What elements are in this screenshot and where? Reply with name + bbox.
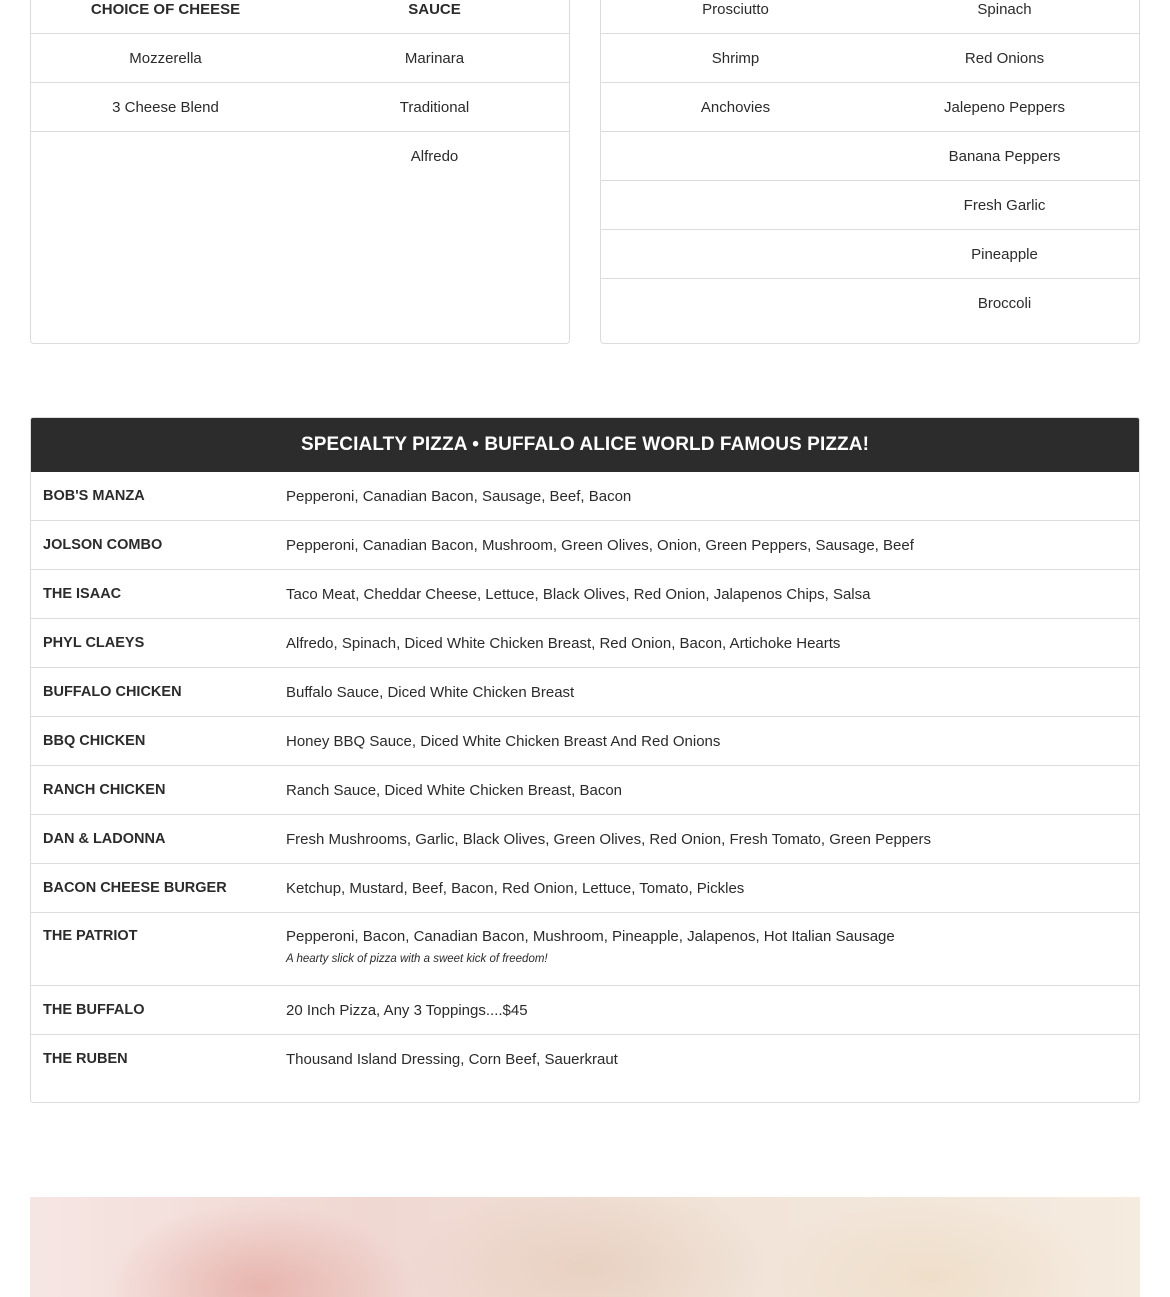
table-row — [601, 132, 1139, 181]
topping-cell: Anchovies — [700, 98, 771, 116]
table-row — [601, 0, 1139, 34]
pizza-toppings: 20 Inch Pizza, Any 3 Toppings....$45 — [286, 1001, 528, 1019]
pizza-name: BBQ CHICKEN — [43, 733, 146, 749]
toppings-table — [600, 0, 1140, 344]
table-row — [31, 815, 1139, 864]
specialty-pizza-table — [30, 417, 1140, 1103]
pizza-name: RANCH CHICKEN — [43, 782, 166, 798]
sauce-cell: Marinara — [404, 49, 465, 67]
pizza-name: BACON CHEESE BURGER — [43, 880, 227, 896]
table-row — [31, 619, 1139, 668]
table-row — [31, 986, 1139, 1035]
topping-cell: Shrimp — [711, 49, 760, 67]
table-row — [31, 83, 569, 132]
pizza-toppings: Ranch Sauce, Diced White Chicken Breast, Bacon — [286, 781, 622, 799]
topping-cell: Broccoli — [977, 294, 1032, 312]
pizza-name: JOLSON COMBO — [43, 537, 163, 553]
pizza-toppings: Honey BBQ Sauce, Diced White Chicken Breast And Red Onions — [286, 732, 721, 750]
header-sauce: SAUCE — [408, 0, 461, 18]
table-row — [31, 34, 569, 83]
cheese-cell: 3 Cheese Blend — [112, 98, 219, 116]
pizza-name: PHYL CLAEYS — [43, 635, 145, 651]
sauce-cell: Traditional — [399, 98, 470, 116]
table-row — [31, 132, 569, 180]
table-row — [601, 181, 1139, 230]
pizza-toppings: Alfredo, Spinach, Diced White Chicken Breast, Red Onion, Bacon, Artichoke Hearts — [286, 634, 841, 652]
topping-cell: Red Onions — [964, 49, 1045, 67]
pizza-toppings: Fresh Mushrooms, Garlic, Black Olives, Green Olives, Red Onion, Fresh Tomato, Green Peppers — [286, 830, 931, 848]
table-row — [31, 864, 1139, 913]
table-row — [31, 668, 1139, 717]
table-row — [31, 717, 1139, 766]
table-row — [601, 279, 1139, 327]
topping-cell: Banana Peppers — [948, 147, 1061, 165]
pizza-toppings: Taco Meat, Cheddar Cheese, Lettuce, Black Olives, Red Onion, Jalapenos Chips, Salsa — [286, 585, 871, 603]
pizza-toppings-wrap — [286, 913, 1139, 965]
pizza-name: THE RUBEN — [43, 1051, 128, 1067]
table-row — [601, 230, 1139, 279]
pizza-name: DAN & LADONNA — [43, 831, 166, 847]
cheese-sauce-table — [30, 0, 570, 344]
pizza-name: THE BUFFALO — [43, 1002, 145, 1018]
table-row — [31, 570, 1139, 619]
topping-cell: Jalepeno Peppers — [944, 98, 1065, 116]
table-header-row — [31, 0, 569, 34]
sauce-cell: Alfredo — [410, 147, 459, 165]
pizza-name: THE PATRIOT — [43, 928, 138, 944]
topping-cell: Spinach — [977, 0, 1032, 18]
cheese-cell: Mozzerella — [129, 49, 202, 67]
table-row — [601, 34, 1139, 83]
table-row — [31, 913, 1139, 986]
pizza-toppings: Pepperoni, Bacon, Canadian Bacon, Mushroom, Pineapple, Jalapenos, Hot Italian Sausage — [286, 928, 895, 945]
pizza-note: A hearty slick of pizza with a sweet kick of freedom! — [286, 953, 548, 965]
table-row — [31, 766, 1139, 815]
pizza-toppings: Thousand Island Dressing, Corn Beef, Sauerkraut — [286, 1050, 618, 1068]
pizza-toppings: Pepperoni, Canadian Bacon, Sausage, Beef, Bacon — [286, 487, 632, 505]
specialty-pizza-title: SPECIALTY PIZZA • BUFFALO ALICE WORLD FAMOUS PIZZA! — [31, 418, 1139, 472]
topping-cell: Prosciutto — [702, 0, 769, 18]
pizza-toppings: Buffalo Sauce, Diced White Chicken Breast — [286, 683, 575, 701]
pizza-name: BOB'S MANZA — [43, 488, 145, 504]
pizza-toppings: Pepperoni, Canadian Bacon, Mushroom, Green Olives, Onion, Green Peppers, Sausage, Beef — [286, 536, 914, 554]
pizza-toppings: Ketchup, Mustard, Beef, Bacon, Red Onion, Lettuce, Tomato, Pickles — [286, 879, 745, 897]
table-row — [31, 1035, 1139, 1083]
pizza-name: BUFFALO CHICKEN — [43, 684, 182, 700]
table-row — [31, 472, 1139, 521]
topping-cell: Pineapple — [971, 245, 1038, 263]
pizza-name: THE ISAAC — [43, 586, 122, 602]
table-row — [601, 83, 1139, 132]
table-row — [31, 521, 1139, 570]
topping-cell: Fresh Garlic — [963, 196, 1046, 214]
header-cheese: CHOICE OF CHEESE — [90, 0, 241, 18]
background-photo — [30, 1197, 1140, 1297]
